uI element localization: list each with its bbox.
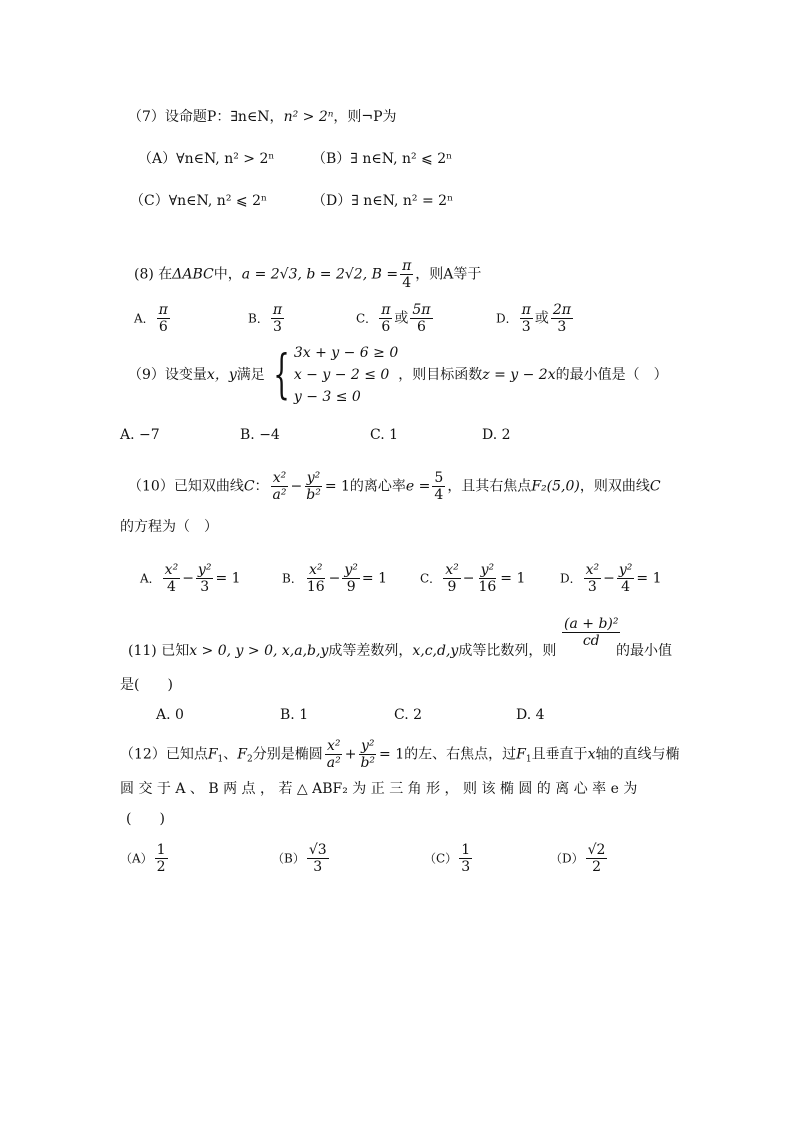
q12-stem-text: 的左、右焦点，过	[404, 746, 517, 763]
denominator: b²	[306, 487, 321, 503]
option-label: （A）	[138, 151, 177, 167]
q11-stem-text: 成等差数列，	[328, 643, 413, 659]
numerator: y²	[618, 562, 633, 578]
q9-constraints	[294, 342, 398, 408]
option-label: （D）	[312, 193, 352, 209]
numerator: 5	[434, 470, 444, 486]
q10-option-c	[420, 562, 525, 595]
option-text: ∃ n∈N, n² ⩽ 2ⁿ	[350, 151, 453, 167]
denominator: 4	[621, 579, 631, 595]
fraction	[155, 842, 168, 875]
denominator: 6	[381, 319, 391, 335]
denominator: 2	[592, 859, 601, 875]
colon: ：	[254, 478, 269, 495]
minus-sign: −	[182, 570, 194, 587]
q11-option-d: D. 4	[516, 707, 545, 723]
numerator: x²	[308, 562, 323, 578]
denominator: 16	[478, 579, 497, 595]
option-label: D．	[560, 571, 582, 586]
q11-option-b: B. 1	[280, 707, 309, 723]
fraction	[476, 562, 498, 595]
fraction	[562, 616, 620, 649]
option-text: ∀n∈N, n² > 2ⁿ	[176, 151, 275, 167]
denominator: 6	[158, 319, 168, 335]
q7-option-b	[312, 148, 452, 170]
numerator: y²	[306, 470, 321, 486]
denominator: 4	[166, 579, 176, 595]
axis-x: x	[587, 746, 596, 763]
q8-b-fraction	[400, 258, 413, 291]
option-label: （B）	[272, 851, 305, 866]
q8-stem-end: ，则A等于	[415, 266, 482, 283]
numerator: π	[521, 302, 531, 318]
separator: 、	[223, 746, 238, 763]
fraction	[432, 470, 445, 503]
numerator: π	[402, 258, 412, 274]
curve-name: C	[243, 478, 255, 495]
q12-stem-text: （12）已知点	[120, 746, 208, 763]
option-label: （C）	[130, 193, 169, 209]
q12-stem: （12）已知点$F_1$、$F_2$分别是椭圆 $\frac{\text{x²}}{\text{a²}}$ + $\frac{\text{y²}}{\text{b²}}$ = 1的左、右焦点，过$F_1$且垂直于x轴的直线与椭	[120, 738, 680, 771]
q10-option-a	[140, 562, 241, 595]
option-label: （D）	[550, 851, 584, 866]
q11-conditions: x > 0, y > 0, x,a,b,y	[189, 643, 329, 659]
fraction	[443, 562, 461, 595]
fraction	[307, 842, 329, 875]
fraction	[325, 738, 343, 771]
fraction	[379, 302, 392, 335]
q9-stem-end: 的最小值是（ ）	[555, 367, 668, 383]
brace-icon: {	[273, 345, 290, 405]
q9-option-a: A. −7	[120, 427, 160, 443]
fraction	[584, 562, 602, 595]
q7-stem-end: ，则¬P为	[333, 109, 397, 125]
fraction	[271, 302, 284, 335]
q12-option-c	[424, 842, 474, 875]
minus-sign: −	[603, 570, 615, 587]
q10-option-d	[560, 562, 662, 595]
denominator: 6	[416, 319, 426, 335]
plus-sign: +	[344, 746, 357, 763]
option-label: A．	[134, 311, 155, 326]
denominator: 3	[557, 319, 567, 335]
q7-option-a	[138, 148, 274, 170]
denominator: 9	[346, 579, 356, 595]
constraint: x − y − 2 ≤ 0	[293, 367, 390, 383]
option-label: C．	[420, 571, 442, 586]
q9-option-b: B. −4	[240, 427, 280, 443]
option-text: ∀n∈N, n² ⩽ 2ⁿ	[168, 193, 268, 209]
equals-one: = 1	[324, 478, 350, 495]
equals-one: = 1	[215, 570, 241, 587]
q9-stem-text: 满足	[236, 367, 265, 383]
numerator: (a + b)²	[564, 616, 619, 632]
constraint: y − 3 ≤ 0	[293, 389, 361, 405]
q12-stem-line2: 圆 交 于 A 、 B 两 点 ， 若 △ ABF₂ 为 正 三 角 形 ， 则 该 椭 圆 的 离 心 率 e 为	[120, 781, 638, 797]
q12-stem-line3: ( )	[126, 811, 165, 827]
fraction	[520, 302, 533, 335]
q7-option-c	[130, 190, 267, 212]
q12-stem-text: 轴的直线与椭	[595, 746, 680, 763]
numerator: 1	[156, 842, 166, 858]
denominator: a²	[326, 755, 341, 771]
denominator: 4	[434, 487, 444, 503]
fraction	[617, 562, 635, 595]
or-word: 或	[394, 310, 409, 327]
numerator: √3	[308, 842, 327, 858]
equals-one: = 1	[636, 570, 662, 587]
minus-sign: −	[290, 478, 303, 495]
q10-stem-text: ，则双曲线	[579, 478, 650, 495]
numerator: y²	[360, 738, 375, 754]
fraction	[459, 842, 472, 875]
q9-stem-text: ，则目标函数	[398, 367, 483, 383]
constraint: 3x + y − 6 ≥ 0	[293, 345, 399, 361]
equals-one: = 1	[379, 746, 405, 763]
q8-stem	[134, 258, 481, 291]
q7-option-d	[312, 190, 453, 212]
q9-objective: z = y − 2x	[482, 367, 556, 383]
q11-stem-text: 成等比数列，则	[458, 643, 557, 659]
numerator: x²	[272, 470, 287, 486]
numerator: π	[158, 302, 168, 318]
fraction	[551, 302, 573, 335]
q11-option-a: A. 0	[156, 707, 184, 723]
denominator: cd	[582, 633, 600, 649]
option-label: B．	[282, 571, 303, 586]
fraction	[342, 562, 360, 595]
fraction	[157, 302, 170, 335]
q9-stem	[128, 342, 668, 408]
fraction	[358, 738, 377, 771]
option-label: （B）	[312, 151, 351, 167]
minus-sign: −	[328, 570, 341, 587]
fraction	[196, 562, 214, 595]
numerator: x²	[445, 562, 459, 578]
q7-stem-math: n² > 2ⁿ	[283, 109, 334, 125]
denominator: 3	[587, 579, 597, 595]
q8-triangle: ΔABC	[172, 266, 214, 283]
eccentricity: e =	[405, 478, 431, 495]
numerator: x²	[585, 562, 600, 578]
denominator: 4	[402, 275, 412, 291]
q11-stem-line2: 是( )	[120, 677, 173, 693]
q11-stem-text: (11) 已知	[128, 643, 190, 659]
denominator: 3	[313, 859, 323, 875]
q11-option-c: C. 2	[394, 707, 423, 723]
numerator: √2	[587, 842, 606, 858]
q12-option-b	[272, 842, 331, 875]
q11-fraction	[560, 616, 622, 649]
fraction	[586, 842, 608, 875]
denominator: 3	[200, 579, 210, 595]
fraction	[304, 470, 323, 503]
denominator: 3	[272, 319, 282, 335]
numerator: y²	[197, 562, 212, 578]
q12-option-a	[120, 842, 170, 875]
q11-stem	[128, 640, 556, 662]
q12-stem-text: 分别是椭圆	[252, 746, 323, 763]
numerator: y²	[480, 562, 495, 578]
option-label: A．	[140, 571, 161, 586]
q9-option-c: C. 1	[370, 427, 399, 443]
fraction	[163, 562, 181, 595]
q10-stem-text: 的离心率	[349, 478, 406, 495]
q8-option-b	[248, 302, 286, 335]
focus-f1: F	[516, 746, 526, 763]
q9-stem-text: （9）设变量	[128, 367, 207, 383]
option-label: （C）	[424, 851, 458, 866]
q7-stem-text: （7）设命题P：∃n∈N，	[128, 109, 284, 125]
denominator: 16	[306, 579, 325, 595]
option-label: （A）	[120, 851, 153, 866]
or-word: 或	[534, 310, 549, 327]
numerator: x²	[164, 562, 179, 578]
denominator: 3	[521, 319, 531, 335]
numerator: π	[272, 302, 283, 318]
q12-option-d	[550, 842, 609, 875]
q10-stem-text: ，且其右焦点	[447, 478, 532, 495]
denominator: 3	[461, 859, 471, 875]
q11-conditions: x,c,d,y	[412, 643, 459, 659]
numerator: x²	[326, 738, 341, 754]
fraction	[305, 562, 327, 595]
q7-stem	[128, 106, 397, 128]
fraction	[271, 470, 289, 503]
numerator: π	[381, 302, 391, 318]
denominator: 9	[447, 579, 457, 595]
q9-vars: x，y	[206, 367, 237, 383]
q11-stem-end: 的最小值	[616, 643, 672, 659]
q10-option-b	[282, 562, 387, 595]
option-text: ∃ n∈N, n² = 2ⁿ	[351, 193, 454, 209]
q8-option-d	[496, 302, 575, 335]
denominator: 2	[156, 859, 166, 875]
equals-one: = 1	[361, 570, 388, 587]
option-label: C．	[356, 311, 378, 326]
equals-one: = 1	[500, 570, 526, 587]
minus-sign: −	[462, 570, 475, 587]
numerator: 1	[461, 842, 471, 858]
q8-stem-text: 中，	[213, 266, 242, 283]
option-label: B．	[248, 311, 269, 326]
denominator: a²	[272, 487, 287, 503]
focus-f1: F	[207, 746, 218, 763]
q12-stem-text: 且垂直于	[531, 746, 588, 763]
q10-stem	[128, 470, 661, 503]
q9-option-d: D. 2	[482, 427, 511, 443]
numerator: 5π	[412, 302, 431, 318]
q8-stem-text: (8) 在	[134, 266, 173, 283]
q8-option-c	[356, 302, 435, 335]
focus: F₂(5,0)	[531, 478, 580, 495]
q10-stem-text: （10）已知双曲线	[128, 478, 244, 495]
numerator: 2π	[552, 302, 571, 318]
option-label: D．	[496, 311, 518, 326]
q8-conditions: a = 2√3, b = 2√2, B =	[241, 266, 399, 283]
q8-option-a	[134, 302, 172, 335]
fraction	[410, 302, 432, 335]
denominator: b²	[360, 755, 376, 771]
numerator: y²	[344, 562, 358, 578]
curve-name: C	[649, 478, 661, 495]
q10-stem-line2: 的方程为（ ）	[120, 519, 218, 535]
focus-f2: F	[237, 746, 247, 763]
